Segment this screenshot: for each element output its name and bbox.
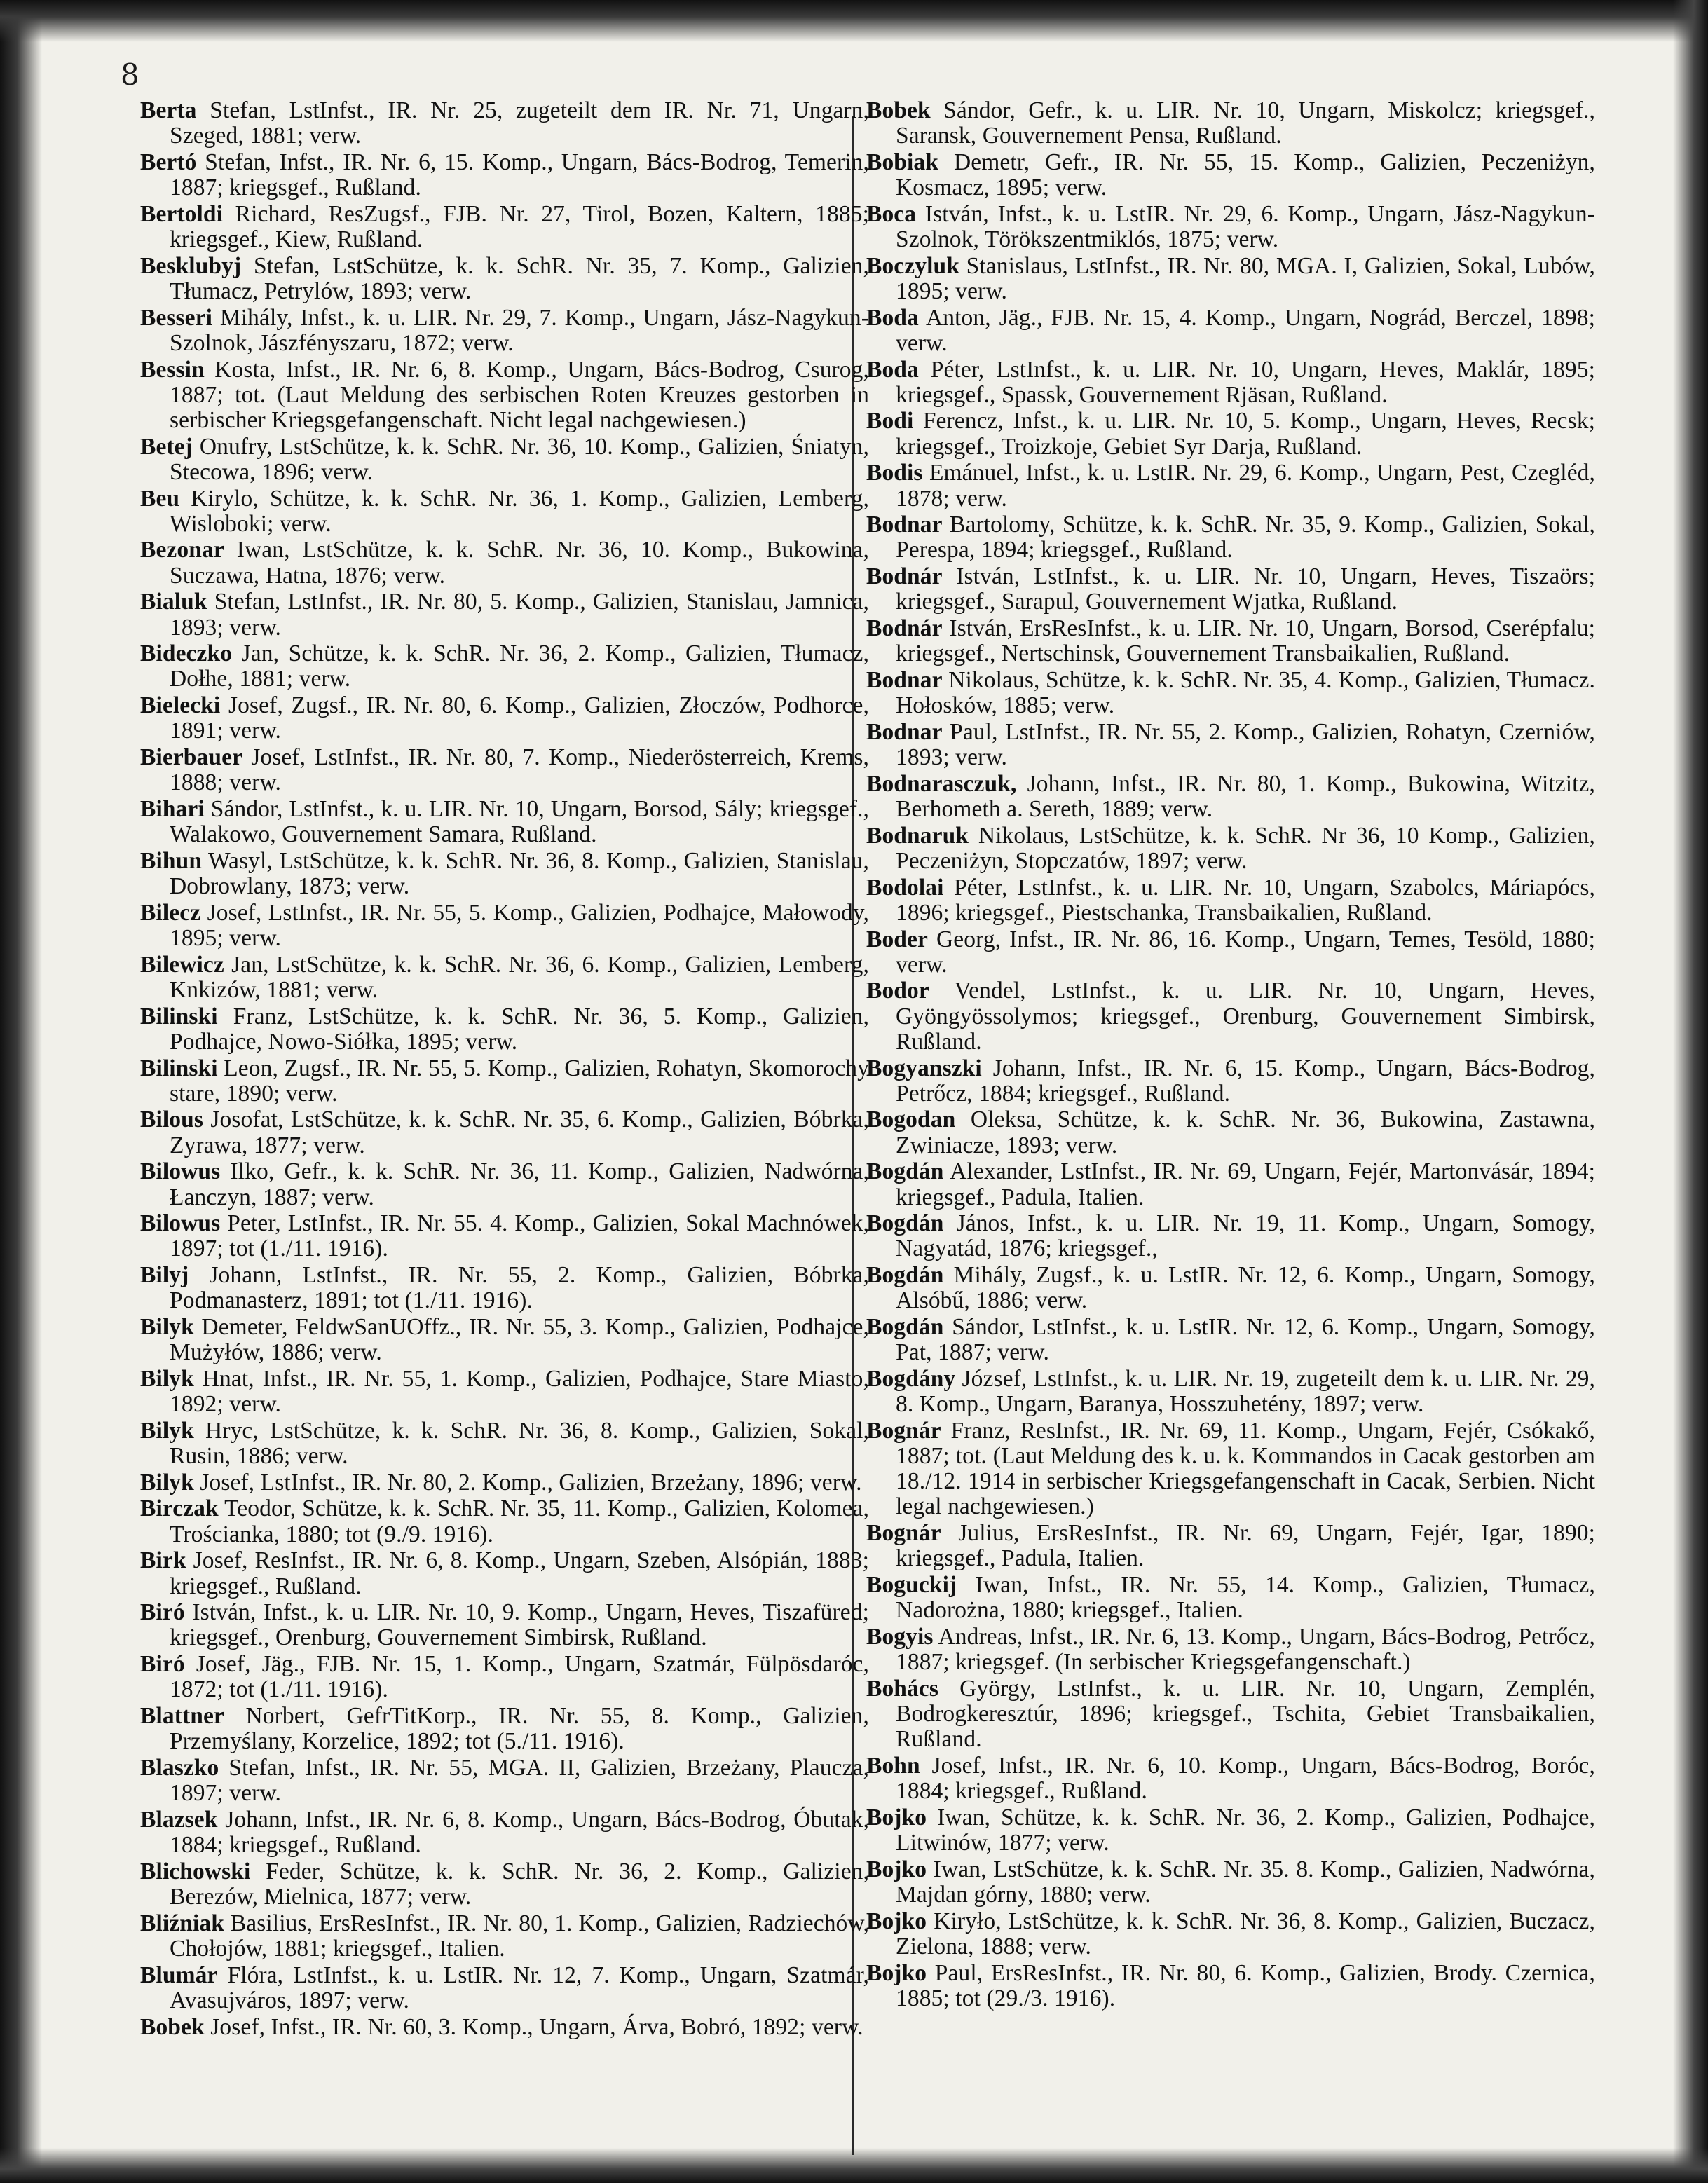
list-entry (866, 460, 1595, 511)
list-entry (140, 589, 869, 640)
entry-surname: Bogyis (866, 1623, 934, 1650)
entry-surname: Blaszko (140, 1755, 219, 1781)
entry-surname: Bilecz (140, 899, 201, 926)
scan-shadow-left (0, 0, 42, 2183)
entry-details: Peter, LstInfst., IR. Nr. 55. 4. Komp., Galizien, Sokal Machnówek, 1897; tot (1./11. 1916). (170, 1210, 869, 1262)
entry-surname: Blumár (140, 1962, 218, 1988)
list-entry (866, 927, 1595, 978)
list-entry (140, 1418, 869, 1469)
list-entry (140, 306, 869, 356)
entry-surname: Bilowus (140, 1210, 221, 1237)
entry-surname: Bodnarasczuk, (866, 770, 1017, 797)
entry-surname: Bodnár (866, 615, 943, 642)
list-entry (140, 901, 869, 951)
list-entry (866, 1676, 1595, 1753)
entry-details: Flóra, LstInfst., k. u. LstIR. Nr. 12, 7. Komp., Ungarn, Szatmár, Avasujváros, 1897; verw. (170, 1962, 869, 2013)
list-entry (140, 1107, 869, 1158)
entry-details: Georg, Infst., IR. Nr. 86, 16. Komp., Ungarn, Temes, Tesöld, 1880; verw. (896, 926, 1595, 978)
entry-surname: Blazsek (140, 1806, 218, 1833)
list-entry (140, 1807, 869, 1858)
entry-surname: Bognár (866, 1417, 941, 1444)
list-entry (140, 150, 869, 200)
entry-surname: Bojko (866, 1804, 927, 1830)
entry-details: Josef, LstInfst., IR. Nr. 55, 5. Komp., Galizien, Podhajce, Małowody, 1895; verw. (170, 899, 869, 951)
entry-surname: Bielecki (140, 692, 221, 719)
entry-details: Josef, Infst., IR. Nr. 6, 10. Komp., Ungarn, Bács-Bodrog, Boróc, 1884; kriegsgef., Rußland. (896, 1753, 1595, 1805)
left-column (140, 98, 869, 2041)
list-entry (140, 434, 869, 485)
list-entry (866, 1857, 1595, 1908)
list-entry (866, 823, 1595, 874)
list-entry (140, 952, 869, 1003)
list-entry (866, 202, 1595, 252)
list-entry (866, 98, 1595, 149)
entry-surname: Bilinski (140, 1055, 218, 1081)
entry-surname: Bertoldi (140, 200, 224, 227)
entry-surname: Bodnar (866, 718, 943, 745)
entry-surname: Bodnar (866, 512, 943, 538)
entry-details: Kiryło, LstSchütze, k. k. SchR. Nr. 36, 8. Komp., Galizien, Buczacz, Zielona, 1888; verw. (896, 1908, 1595, 1959)
list-entry (140, 254, 869, 304)
entry-surname: Boda (866, 304, 919, 331)
entry-details: Jan, LstSchütze, k. k. SchR. Nr. 36, 6. Komp., Galizien, Lemberg, Knkizów, 1881; verw. (170, 951, 869, 1003)
entry-details: Péter, LstInfst., k. u. LIR. Nr. 10, Ungarn, Heves, Maklár, 1895; kriegsgef., Spassk, Gouvernement Rjäsan, Rußland. (896, 356, 1595, 408)
list-entry (866, 1521, 1595, 1571)
entry-surname: Bodi (866, 408, 914, 434)
entry-details: Emánuel, Infst., k. u. LstIR. Nr. 29, 6. Komp., Ungarn, Pest, Czegléd, 1878; verw. (896, 460, 1595, 512)
entry-surname: Bobek (140, 2013, 205, 2040)
list-entry (140, 1704, 869, 1754)
entry-details: Stefan, LstInfst., IR. Nr. 80, 5. Komp., Galizien, Stanislau, Jamnica, 1893; verw. (170, 589, 869, 641)
list-entry (866, 409, 1595, 459)
entry-details: Stanislaus, LstInfst., IR. Nr. 80, MGA. I, Galizien, Sokal, Lubów, 1895; verw. (896, 252, 1595, 304)
entry-surname: Bognár (866, 1520, 941, 1547)
list-entry (140, 1315, 869, 1365)
entry-details: Sándor, Gefr., k. u. LIR. Nr. 10, Ungarn, Miskolcz; kriegsgef., Saransk, Gouvernement Pensa, Rußland. (896, 97, 1595, 149)
entry-surname: Birczak (140, 1496, 219, 1522)
list-entry (140, 1652, 869, 1702)
entry-surname: Blattner (140, 1703, 224, 1730)
scan-shadow-right (1673, 0, 1708, 2183)
entry-surname: Bobiak (866, 149, 939, 175)
entry-details: Feder, Schütze, k. k. SchR. Nr. 36, 2. Komp., Galizien, Berezów, Mielnica, 1877; verw. (170, 1858, 870, 1910)
entry-surname: Bessin (140, 356, 205, 383)
entry-surname: Bialuk (140, 589, 207, 615)
entry-details: Demetr, Gefr., IR. Nr. 55, 15. Komp., Galizien, Peczeniżyn, Kosmacz, 1895; verw. (896, 149, 1595, 201)
entry-details: Nikolaus, Schütze, k. k. SchR. Nr. 35, 4. Komp., Galizien, Tłumacz. Hołosków, 1885; verw. (896, 666, 1595, 719)
entry-details: Paul, ErsResInfst., IR. Nr. 80, 6. Komp., Galizien, Brody. Czernica, 1885; tot (29./3. 1916). (896, 1959, 1595, 2011)
list-entry (140, 1600, 869, 1650)
list-entry (866, 616, 1595, 666)
entry-surname: Bogdán (866, 1314, 944, 1341)
entry-surname: Bodnar (866, 666, 943, 693)
entry-details: Nikolaus, LstSchütze, k. k. SchR. Nr 36, 10 Komp., Galizien, Peczeniżyn, Stopczatów, 1897; verw. (896, 822, 1595, 874)
list-entry (866, 564, 1595, 615)
entry-details: István, LstInfst., k. u. LIR. Nr. 10, Ungarn, Heves, Tiszaörs; kriegsgef., Sarapul, Gouvernement Wjatka, Rußland. (896, 563, 1595, 615)
entry-details: Josef, Infst., IR. Nr. 60, 3. Komp., Ungarn, Árva, Bobró, 1892; verw. (210, 2013, 863, 2040)
entry-details: Josef, ResInfst., IR. Nr. 6, 8. Komp., Ungarn, Szeben, Alsópián, 1883; kriegsgef., Rußland. (170, 1547, 869, 1599)
entry-details: Onufry, LstSchütze, k. k. SchR. Nr. 36, 10. Komp., Galizien, Śniatyn, Stecowa, 1896; verw. (170, 433, 869, 485)
entry-details: Sándor, LstInfst., k. u. LstIR. Nr. 12, 6. Komp., Ungarn, Somogy, Pat, 1887; verw. (896, 1314, 1595, 1366)
entry-surname: Bierbauer (140, 744, 243, 771)
entry-surname: Bodor (866, 978, 929, 1004)
entry-details: Johann, Infst., IR. Nr. 6, 8. Komp., Ungarn, Bács-Bodrog, Óbutak, 1884; kriegsgef., Rußland. (170, 1806, 869, 1859)
list-entry (140, 2015, 869, 2040)
list-entry (140, 1056, 869, 1107)
entry-details: Stefan, Infst., IR. Nr. 55, MGA. II, Galizien, Brzeżany, Plaucza, 1897; verw. (170, 1755, 869, 1807)
list-entry (866, 357, 1595, 408)
entry-surname: Boczyluk (866, 252, 959, 279)
entry-surname: Bideczko (140, 641, 233, 667)
entry-surname: Bobek (866, 97, 931, 123)
entry-surname: Bohács (866, 1675, 938, 1702)
entry-details: János, Infst., k. u. LIR. Nr. 19, 11. Komp., Ungarn, Somogy, Nagyatád, 1876; kriegsgef., (896, 1210, 1595, 1262)
list-entry (140, 693, 869, 744)
entry-surname: Berta (140, 97, 197, 123)
entry-details: Johann, Infst., IR. Nr. 80, 1. Komp., Bukowina, Witzitz, Berhometh a. Sereth, 1889; verw. (896, 770, 1595, 822)
entry-surname: Bogdán (866, 1158, 944, 1185)
entry-details: Josef, LstInfst., IR. Nr. 80, 2. Komp., Galizien, Brzeżany, 1896; verw. (200, 1469, 862, 1496)
entry-details: Sándor, LstInfst., k. u. LIR. Nr. 10, Ungarn, Borsod, Sály; kriegsgef., Walakowo, Gouvernement Samara, Rußland. (170, 795, 869, 848)
list-entry (866, 512, 1595, 563)
list-entry (140, 202, 869, 252)
entry-surname: Bojko (866, 1908, 927, 1934)
entry-details: Basilius, ErsResInfst., IR. Nr. 80, 1. Komp., Galizien, Radziechów, Chołojów, 1881; kriegsgef., Italien. (170, 1910, 869, 1962)
list-entry (866, 150, 1595, 200)
entry-surname: Bilyk (140, 1417, 194, 1444)
list-entry (866, 1961, 1595, 2011)
list-entry (866, 1753, 1595, 1804)
list-entry (140, 1004, 869, 1055)
entry-surname: Bogyanszki (866, 1055, 982, 1081)
entry-details: Iwan, LstSchütze, k. k. SchR. Nr. 36, 10. Komp., Bukowina, Suczawa, Hatna, 1876; verw. (170, 537, 869, 589)
entry-details: Franz, LstSchütze, k. k. SchR. Nr. 36, 5. Komp., Galizien, Podhajce, Nowo-Siółka, 1895; verw. (170, 1003, 869, 1055)
entry-details: Leon, Zugsf., IR. Nr. 55, 5. Komp., Galizien, Rohatyn, Skomorochy stare, 1890; verw. (170, 1055, 869, 1107)
entry-surname: Boda (866, 356, 919, 383)
entry-surname: Bihari (140, 795, 205, 822)
entry-surname: Bilewicz (140, 951, 224, 978)
entry-details: Hnat, Infst., IR. Nr. 55, 1. Komp., Galizien, Podhajce, Stare Miasto, 1892; verw. (170, 1365, 869, 1418)
list-entry (140, 1159, 869, 1210)
entry-surname: Boca (866, 200, 917, 227)
entry-surname: Bojko (866, 1856, 927, 1882)
entry-surname: Blichowski (140, 1858, 251, 1884)
entry-details: Stefan, Infst., IR. Nr. 6, 15. Komp., Ungarn, Bács-Bodrog, Temerin, 1887; kriegsgef., Rußland. (170, 149, 869, 201)
entry-details: Josef, Zugsf., IR. Nr. 80, 6. Komp., Galizien, Złoczów, Podhorce, 1891; verw. (170, 692, 869, 744)
list-entry (866, 1159, 1595, 1210)
entry-details: Ilko, Gefr., k. k. SchR. Nr. 36, 11. Komp., Galizien, Nadwórna, Łanczyn, 1887; verw. (170, 1158, 869, 1210)
entry-surname: Bodis (866, 460, 923, 486)
entry-surname: Bilinski (140, 1003, 218, 1029)
list-entry (866, 1909, 1595, 1959)
list-entry (140, 98, 869, 149)
entry-surname: Bilyj (140, 1262, 189, 1289)
entry-surname: Betej (140, 433, 193, 460)
entry-details: Johann, LstInfst., IR. Nr. 55, 2. Komp., Galizien, Bóbrka, Podmanasterz, 1891; tot (1./11. 1916). (170, 1262, 869, 1314)
list-entry (140, 1911, 869, 1962)
entry-details: György, LstInfst., k. u. LIR. Nr. 10, Ungarn, Zemplén, Bodrogkeresztúr, 1896; kriegsgef., Tschita, Gebiet Transbaikalien, Rußland. (896, 1675, 1595, 1753)
page-number: 8 (121, 57, 139, 92)
entry-surname: Bilyk (140, 1314, 194, 1341)
list-entry (866, 875, 1595, 926)
list-entry (866, 306, 1595, 356)
list-entry (140, 1211, 869, 1261)
list-entry (866, 1211, 1595, 1261)
entry-details: Norbert, GefrTitKorp., IR. Nr. 55, 8. Komp., Galizien, Przemyślany, Korzelice, 1892; tot (5./11. 1916). (170, 1703, 869, 1755)
list-entry (866, 1263, 1595, 1313)
list-entry (140, 1470, 869, 1496)
entry-details: Johann, Infst., IR. Nr. 6, 15. Komp., Ungarn, Bács-Bodrog, Petrőcz, 1884; kriegsgef., Rußland. (896, 1055, 1595, 1107)
list-entry (140, 1756, 869, 1806)
scan-shadow-top (0, 0, 1708, 42)
list-entry (140, 1496, 869, 1547)
list-entry (140, 1859, 869, 1910)
list-entry (140, 1548, 869, 1599)
entry-surname: Bodolai (866, 874, 944, 901)
entry-details: István, Infst., k. u. LIR. Nr. 10, 9. Komp., Ungarn, Heves, Tiszafüred; kriegsgef., Orenburg, Gouvernement Simbirsk, Rußland. (170, 1599, 869, 1651)
entry-surname: Birk (140, 1547, 186, 1574)
entry-surname: Bohn (866, 1753, 920, 1779)
entry-details: Josofat, LstSchütze, k. k. SchR. Nr. 35, 6. Komp., Galizien, Bóbrka, Zyrawa, 1877; verw. (170, 1107, 869, 1158)
entry-details: Péter, LstInfst., k. u. LIR. Nr. 10, Ungarn, Szabolcs, Máriapócs, 1896; kriegsgef., Piestschanka, Transbaikalien, Rußland. (896, 874, 1595, 926)
entry-details: Oleksa, Schütze, k. k. SchR. Nr. 36, Bukowina, Zastawna, Zwiniacze, 1893; verw. (896, 1107, 1595, 1158)
entry-surname: Bezonar (140, 537, 224, 563)
entry-details: Franz, ResInfst., IR. Nr. 69, 11. Komp., Ungarn, Fejér, Csókakő, 1887; tot. (Laut Meldung des k. u. k. Kommandos in Cacak gestorben am 18./12. 1914 in serbischer Kriegsgefangenschaft in Cacak, Serbien. Nicht legal nachgewiesen.) (896, 1417, 1595, 1520)
list-entry (140, 357, 869, 434)
list-entry (866, 720, 1595, 770)
entry-surname: Bodnaruk (866, 822, 969, 849)
list-entry (140, 1367, 869, 1417)
entry-surname: Bogdán (866, 1210, 944, 1237)
entry-details: Stefan, LstInfst., IR. Nr. 25, zugeteilt dem IR. Nr. 71, Ungarn, Szeged, 1881; verw. (170, 97, 869, 149)
entry-details: Richard, ResZugsf., FJB. Nr. 27, Tirol, Bozen, Kaltern, 1885; kriegsgef., Kiew, Rußland. (170, 200, 869, 253)
entry-surname: Besklubyj (140, 252, 242, 279)
entry-surname: Bliźniak (140, 1910, 224, 1936)
entry-surname: Bojko (866, 1959, 927, 1986)
list-entry (140, 797, 869, 847)
entry-details: Mihály, Zugsf., k. u. LstIR. Nr. 12, 6. Komp., Ungarn, Somogy, Alsóbű, 1886; verw. (896, 1262, 1595, 1314)
list-entry (866, 1418, 1595, 1520)
entry-surname: Bodnár (866, 563, 943, 590)
entry-surname: Boguckij (866, 1572, 957, 1599)
entry-details: Julius, ErsResInfst., IR. Nr. 69, Ungarn, Fejér, Igar, 1890; kriegsgef., Padula, Italien. (896, 1520, 1595, 1572)
entry-surname: Bilowus (140, 1158, 221, 1185)
entry-surname: Boder (866, 926, 928, 952)
list-entry (866, 1624, 1595, 1675)
list-entry (866, 1367, 1595, 1417)
entry-details: Andreas, Infst., IR. Nr. 6, 13. Komp., Ungarn, Bács-Bodrog, Petrőcz, 1887; kriegsgef. (In serbischer Kriegsgefangenschaft.) (896, 1623, 1595, 1676)
list-entry (866, 1573, 1595, 1623)
entry-surname: Biró (140, 1599, 185, 1626)
list-entry (140, 1963, 869, 2013)
entry-details: Kirylo, Schütze, k. k. SchR. Nr. 36, 1. Komp., Galizien, Lemberg, Wisloboki; verw. (170, 485, 869, 537)
entry-surname: Biró (140, 1651, 185, 1678)
entry-details: Teodor, Schütze, k. k. SchR. Nr. 35, 11. Komp., Galizien, Kolomea, Trościanka, 1880; tot (9./9. 1916). (170, 1496, 869, 1547)
right-column (866, 98, 1595, 2013)
list-entry (140, 486, 869, 537)
entry-details: Jan, Schütze, k. k. SchR. Nr. 36, 2. Komp., Galizien, Tłumacz, Dołhe, 1881; verw. (170, 641, 870, 692)
entry-surname: Bilyk (140, 1365, 194, 1392)
entry-surname: Bogdán (866, 1262, 944, 1289)
entry-details: Vendel, LstInfst., k. u. LIR. Nr. 10, Ungarn, Heves, Gyöngyössolymos; kriegsgef., Orenburg, Gouvernement Simbirsk, Rußland. (896, 978, 1595, 1055)
list-entry (866, 1315, 1595, 1365)
entry-details: Iwan, Infst., IR. Nr. 55, 14. Komp., Galizien, Tłumacz, Nadorożna, 1880; kriegsgef., Italien. (896, 1572, 1595, 1624)
entry-details: Mihály, Infst., k. u. LIR. Nr. 29, 7. Komp., Ungarn, Jász-Nagykun-Szolnok, Jászfényszaru, 1872; verw. (170, 304, 869, 356)
list-entry (866, 772, 1595, 822)
list-entry (866, 1107, 1595, 1158)
list-entry (866, 1805, 1595, 1856)
list-entry (866, 1056, 1595, 1107)
list-entry (866, 668, 1595, 718)
entry-details: Paul, LstInfst., IR. Nr. 55, 2. Komp., Galizien, Rohatyn, Czerniów, 1893; verw. (896, 718, 1595, 771)
entry-details: Josef, LstInfst., IR. Nr. 80, 7. Komp., Niederösterreich, Krems, 1888; verw. (170, 744, 869, 796)
entry-details: Hryc, LstSchütze, k. k. SchR. Nr. 36, 8. Komp., Galizien, Sokal, Rusin, 1886; verw. (170, 1417, 869, 1470)
entry-details: Alexander, LstInfst., IR. Nr. 69, Ungarn, Fejér, Martonvásár, 1894; kriegsgef., Padula, Italien. (896, 1158, 1595, 1210)
entry-surname: Bertó (140, 149, 197, 175)
entry-details: Demeter, FeldwSanUOffz., IR. Nr. 55, 3. Komp., Galizien, Podhajce, Mużyłów, 1886; verw. (170, 1314, 869, 1366)
entry-surname: Bilyk (140, 1469, 194, 1496)
list-entry (140, 538, 869, 588)
entry-details: Bartolomy, Schütze, k. k. SchR. Nr. 35, 9. Komp., Galizien, Sokal, Perespa, 1894; kriegsgef., Rußland. (896, 512, 1595, 563)
entry-surname: Bihun (140, 847, 203, 874)
entry-surname: Bogdány (866, 1365, 956, 1392)
list-entry (140, 641, 869, 692)
entry-details: Josef, Jäg., FJB. Nr. 15, 1. Komp., Ungarn, Szatmár, Fülpösdaróc, 1872; tot (1./11. 1916). (170, 1651, 869, 1703)
entry-surname: Beu (140, 485, 180, 512)
entry-details: Stefan, LstSchütze, k. k. SchR. Nr. 35, 7. Komp., Galizien, Tłumacz, Petrylów, 1893; verw. (170, 252, 869, 304)
entry-details: Wasyl, LstSchütze, k. k. SchR. Nr. 36, 8. Komp., Galizien, Stanislau, Dobrowlany, 1873; verw. (170, 847, 870, 900)
entry-details: Iwan, LstSchütze, k. k. SchR. Nr. 35. 8. Komp., Galizien, Nadwórna, Majdan górny, 1880; verw. (896, 1856, 1595, 1908)
entry-details: István, ErsResInfst., k. u. LIR. Nr. 10, Ungarn, Borsod, Cserépfalu; kriegsgef., Nertschinsk, Gouvernement Transbaikalien, Rußland. (896, 615, 1595, 667)
list-entry (140, 745, 869, 795)
entry-details: István, Infst., k. u. LstIR. Nr. 29, 6. Komp., Ungarn, Jász-Nagykun-Szolnok, Törökszentmiklós, 1875; verw. (896, 200, 1595, 253)
entry-details: Kosta, Infst., IR. Nr. 6, 8. Komp., Ungarn, Bács-Bodrog, Csurog, 1887; tot. (Laut Meldung des serbischen Roten Kreuzes gestorben in serbischer Kriegsgefangenschaft. Nicht legal nachgewiesen.) (170, 356, 869, 433)
entry-details: Ferencz, Infst., k. u. LIR. Nr. 10, 5. Komp., Ungarn, Heves, Recsk; kriegsgef., Troizkoje, Gebiet Syr Darja, Rußland. (896, 408, 1595, 460)
list-entry (866, 978, 1595, 1055)
entry-details: Anton, Jäg., FJB. Nr. 15, 4. Komp., Ungarn, Nográd, Berczel, 1898; verw. (896, 304, 1595, 356)
list-entry (866, 254, 1595, 304)
entry-surname: Bilous (140, 1107, 203, 1133)
entry-surname: Besseri (140, 304, 213, 331)
entry-details: Iwan, Schütze, k. k. SchR. Nr. 36, 2. Komp., Galizien, Podhajce, Litwinów, 1877; verw. (896, 1804, 1595, 1856)
entry-surname: Bogodan (866, 1107, 956, 1133)
list-entry (140, 849, 869, 899)
list-entry (140, 1263, 869, 1313)
entry-details: József, LstInfst., k. u. LIR. Nr. 19, zugeteilt dem k. u. LIR. Nr. 29, 8. Komp., Ungarn, Baranya, Hosszuhetény, 1897; verw. (896, 1365, 1595, 1418)
